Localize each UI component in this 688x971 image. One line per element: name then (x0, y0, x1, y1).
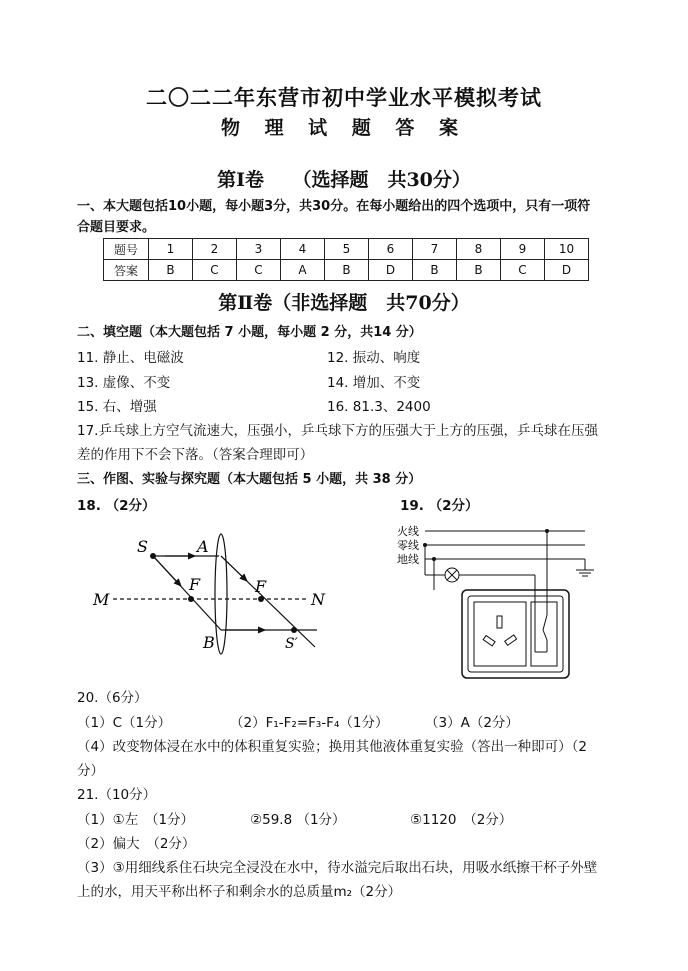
answer-cell: D (369, 260, 413, 281)
question-cell: 10 (545, 239, 589, 260)
answer-20-3: （3）A（2分） (425, 715, 519, 731)
answer-11: 11. 静止、电磁波 (77, 350, 184, 366)
answer-17-line2: 差的作用下不会下落。（答案合理即可） (77, 447, 314, 463)
answer-cell: C (501, 260, 545, 281)
question-cell: 5 (325, 239, 369, 260)
exam-subtitle: 物 理 试 题 答 案 (220, 117, 468, 139)
label-ground-wire: 地线 (397, 553, 419, 566)
label-b: B (203, 633, 215, 652)
answer-21-3-line1: （3）③用细线系住石块完全浸没在水中，待水溢完后取出石块，用吸水纸擦干杯子外壁 (77, 860, 598, 876)
section2-title: 二、填空题（本大题包括 7 小题，每小题 2 分，共14 分） (77, 325, 422, 340)
row-label-question: 题号 (104, 239, 149, 260)
answer-13: 13. 虚像、不变 (77, 375, 171, 391)
household-circuit-diagram (395, 520, 605, 685)
question-cell: 8 (457, 239, 501, 260)
answer-17-line1: 17.乒乓球上方空气流速大，压强小，乒乓球下方的压强大于上方的压强，乒乓球在压强 (77, 423, 598, 439)
question-cell: 6 (369, 239, 413, 260)
answer-21-2: （2）偏大 （2分） (77, 836, 196, 852)
answer-cell: B (413, 260, 457, 281)
answer-14: 14. 增加、不变 (327, 375, 421, 391)
question-18-label: 18. （2分） (77, 498, 156, 514)
answer-cell: B (325, 260, 369, 281)
answer-21-3-line2: 上的水，用天平称出杯子和剩余水的总质量m₂（2分） (77, 884, 402, 900)
label-f-left: F (189, 575, 201, 594)
part1-instruction-line2: 合题目要求。 (77, 220, 156, 235)
label-s: S (137, 537, 148, 556)
label-m: M (93, 590, 110, 609)
question-cell: 4 (281, 239, 325, 260)
question-20-label: 20.（6分） (77, 690, 148, 706)
wall-plate (462, 590, 569, 678)
question-cell: 2 (193, 239, 237, 260)
label-s-prime: S′ (285, 636, 298, 652)
answer-cell: B (457, 260, 501, 281)
focus-point-left (188, 596, 194, 602)
answer-row (104, 260, 589, 281)
part1-instruction-line1: 一、本大题包括10小题，每小题3分，共30分。在每小题给出的四个选项中，只有一项符 (77, 199, 591, 214)
answer-20-4-line1: （4）改变物体浸在水中的体积重复实验；换用其他液体重复实验（答出一种即可）（2 (77, 739, 587, 755)
label-neutral-wire: 零线 (397, 539, 419, 552)
question-number-row (104, 239, 589, 260)
answer-15: 15. 右、增强 (77, 399, 157, 415)
question-21-label: 21.（10分） (77, 787, 157, 803)
section3-title: 三、作图、实验与探究题（本大题包括 5 小题，共 38 分） (77, 472, 422, 487)
answer-16: 16. 81.3、2400 (327, 399, 431, 415)
lens-ray-diagram (85, 522, 345, 662)
source-point-s (150, 553, 156, 559)
question-cell: 9 (501, 239, 545, 260)
question-19-label: 19. （2分） (400, 498, 479, 514)
row-label-answer: 答案 (104, 260, 149, 281)
answer-20-2: （2）F₁-F₂=F₃-F₄（1分） (230, 715, 389, 731)
answer-cell: D (545, 260, 589, 281)
image-point-s-prime (291, 627, 297, 633)
question-cell: 1 (149, 239, 193, 260)
answer-cell: C (237, 260, 281, 281)
label-f-right: F (255, 577, 267, 596)
convex-lens (215, 534, 227, 654)
label-a: A (197, 537, 209, 556)
focus-point-right (258, 596, 264, 602)
exam-title: 二〇二二年东营市初中学业水平模拟考试 (146, 85, 542, 110)
question-cell: 7 (413, 239, 457, 260)
answer-cell: A (281, 260, 325, 281)
question-cell: 3 (237, 239, 281, 260)
answer-table (103, 238, 589, 281)
answer-21-1c: ⑤1120 （2分） (410, 812, 513, 828)
label-n: N (311, 590, 325, 609)
part1-heading: 第Ⅰ卷 （选择题 共30分） (217, 169, 471, 191)
label-live-wire: 火线 (397, 525, 419, 538)
answer-20-1: （1）C（1分） (77, 715, 172, 731)
part2-heading: 第Ⅱ卷（非选择题 共70分） (218, 292, 470, 314)
answer-cell: C (193, 260, 237, 281)
socket-icon (474, 602, 526, 666)
answer-20-4-line2: 分） (77, 763, 104, 779)
answer-21-1b: ②59.8 （1分） (250, 812, 346, 828)
answer-21-1a: （1）①左 （1分） (77, 812, 195, 828)
answer-12: 12. 振动、响度 (327, 350, 421, 366)
answer-cell: B (149, 260, 193, 281)
